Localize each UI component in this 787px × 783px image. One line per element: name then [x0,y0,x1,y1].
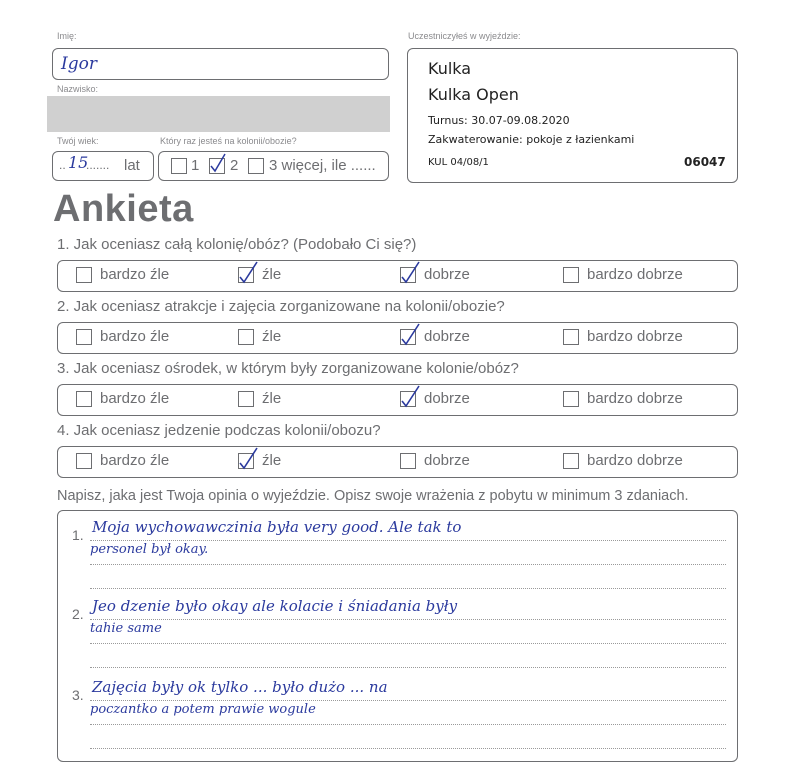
opinion-dotted-line [90,588,726,589]
opinion-handwriting-1-line-1: Moja wychowawczinia była very good. Ale tak to [92,518,462,536]
opinion-dotted-line [90,619,726,620]
opinion-number-2: 2. [72,606,84,622]
participant-label: Uczestniczyłeś w wyjeździe: [408,31,521,41]
trip-variant: Kulka Open [428,85,519,104]
question-3-text: 3. Jak oceniasz ośrodek, w którym były zorganizowane kolonie/obóz? [57,360,519,377]
question-2-checkbox-1[interactable] [76,329,92,345]
age-field[interactable] [52,151,154,181]
check-mark-icon [207,150,229,174]
accommodation: Zakwaterowanie: pokoje z łazienkami [428,133,635,146]
question-4-checkbox-4[interactable] [563,453,579,469]
check-mark-icon [398,321,422,347]
opinion-dotted-line [90,748,726,749]
check-mark-icon [398,383,422,409]
opinion-handwriting-1-line-2: personel był okay. [90,542,209,557]
opinion-dotted-line [90,643,726,644]
opinion-dotted-line [90,540,726,541]
surname-redacted-field [47,96,390,132]
times-option-2: 2 [230,157,239,174]
question-1-option-4: bardzo dobrze [587,266,683,283]
question-3-option-1: bardzo źle [100,390,170,407]
opinion-dotted-line [90,564,726,565]
opinion-dotted-line [90,667,726,668]
question-1-checkbox-1[interactable] [76,267,92,283]
times-option-3: 3 więcej, ile ...... [269,157,376,174]
opinion-prompt: Napisz, jaka jest Twoja opinia o wyjeździe. Opisz swoje wrażenia z pobytu w minimum 3 zdaniach. [57,488,689,504]
check-mark-icon [236,445,260,471]
question-1-checkbox-2[interactable] [238,267,254,283]
question-1-option-1: bardzo źle [100,266,170,283]
check-mark-icon [236,259,260,285]
surname-label: Nazwisko: [57,84,99,94]
check-mark-icon [398,259,422,285]
question-2-checkbox-2[interactable] [238,329,254,345]
trip-name: Kulka [428,59,472,78]
name-value: Igor [61,54,97,74]
times-checkbox-3[interactable] [248,158,264,174]
question-4-checkbox-1[interactable] [76,453,92,469]
times-checkbox-1[interactable] [171,158,187,174]
name-field[interactable] [52,48,389,80]
opinion-handwriting-3-line-1: Zajęcia były ok tylko ... było dużo ... na [92,678,388,696]
question-2-option-3: dobrze [424,328,470,345]
question-2-text: 2. Jak oceniasz atrakcje i zajęcia zorganizowane na kolonii/obozie? [57,298,505,315]
age-dots-before: .. [59,158,66,172]
trip-number: 06047 [684,155,726,169]
opinion-number-1: 1. [72,527,84,543]
question-1-checkbox-4[interactable] [563,267,579,283]
question-2-option-1: bardzo źle [100,328,170,345]
times-checkbox-2[interactable] [209,158,225,174]
question-4-checkbox-2[interactable] [238,453,254,469]
opinion-handwriting-2-line-2: tahie same [90,621,162,636]
opinion-handwriting-3-line-2: poczantko a potem prawie wogule [90,702,316,717]
question-2-checkbox-4[interactable] [563,329,579,345]
question-4-option-4: bardzo dobrze [587,452,683,469]
times-option-1: 1 [191,157,200,174]
age-label: Twój wiek: [57,136,99,146]
age-value: 15 [68,153,89,172]
question-2-option-4: bardzo dobrze [587,328,683,345]
opinion-dotted-line [90,700,726,701]
page-title: Ankieta [53,188,194,230]
question-3-checkbox-3[interactable] [400,391,416,407]
times-field [158,151,389,181]
question-3-option-3: dobrze [424,390,470,407]
name-label: Imię: [57,31,77,41]
question-2-checkbox-3[interactable] [400,329,416,345]
question-1-checkbox-3[interactable] [400,267,416,283]
opinion-dotted-line [90,724,726,725]
question-4-option-2: źle [262,452,282,469]
question-4-checkbox-3[interactable] [400,453,416,469]
opinion-number-3: 3. [72,687,84,703]
question-3-checkbox-1[interactable] [76,391,92,407]
age-unit: lat [124,157,140,174]
question-1-text: 1. Jak oceniasz całą kolonię/obóz? (Podobało Ci się?) [57,236,417,253]
question-1-option-3: dobrze [424,266,470,283]
opinion-handwriting-2-line-1: Jeo dzenie było okay ale kolacie i śniadania były [92,597,458,615]
question-3-checkbox-4[interactable] [563,391,579,407]
question-4-option-3: dobrze [424,452,470,469]
age-dots-after: ....... [86,158,110,172]
question-3-checkbox-2[interactable] [238,391,254,407]
question-4-option-1: bardzo źle [100,452,170,469]
question-3-option-4: bardzo dobrze [587,390,683,407]
question-2-option-2: źle [262,328,282,345]
times-label: Który raz jesteś na kolonii/obozie? [160,136,297,146]
question-3-option-2: źle [262,390,282,407]
question-1-option-2: źle [262,266,282,283]
turnus: Turnus: 30.07-09.08.2020 [428,114,570,127]
trip-code: KUL 04/08/1 [428,157,489,168]
question-4-text: 4. Jak oceniasz jedzenie podczas kolonii/obozu? [57,422,381,439]
